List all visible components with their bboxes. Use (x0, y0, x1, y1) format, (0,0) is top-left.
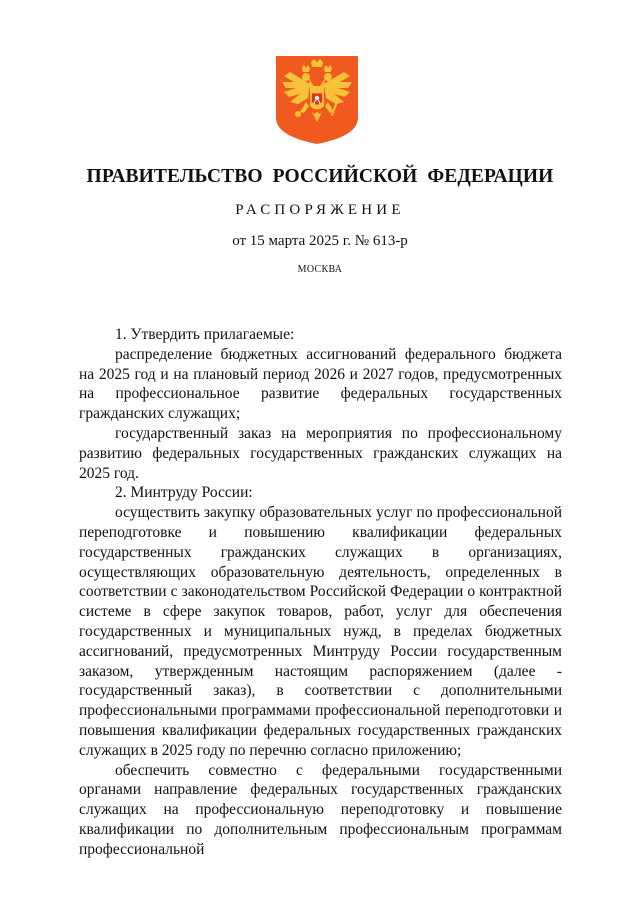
paragraph: обеспечить совместно с федеральными государственными органами направление федеральных государственных гражданских служащих на профессиональную переподготовку и повышение квалификации по дополнительным профессиональным программам профессиональной (79, 761, 562, 858)
paragraph: 1. Утвердить прилагаемые: (115, 326, 295, 343)
paragraph: распределение бюджетных ассигнований федерального бюджета на 2025 год и на плановый период 2026 и 2027 годов, предусмотренных на профессиональное развитие федеральных государственных гражданских служащих; (79, 345, 562, 423)
document-date-number: от 15 марта 2025 г. № 613-р (232, 233, 408, 249)
document-body (79, 325, 562, 860)
government-title: ПРАВИТЕЛЬСТВО РОССИЙСКОЙ ФЕДЕРАЦИИ (86, 166, 554, 187)
paragraph: государственный заказ на мероприятия по профессиональному развитию федеральных государственных гражданских служащих на 2025 год. (79, 424, 562, 482)
paragraph: осуществить закупку образовательных услуг по профессиональной переподготовке и повышению квалификации федеральных государственных гражданских служащих в организациях, осуществляющих образовательную деятельность, определенных в соответствии с законодательством Российской Федерации о контрактной системе в сфере закупок товаров, работ, услуг для обеспечения государственных и муниципальных нужд, в пределах бюджетных ассигнований, предусмотренных Минтруду России государственным заказом, утвержденным настоящим распоряжением (далее - государственный заказ), в соответствии с дополнительными профессиональными программами профессиональной переподготовки и повышения квалификации федеральных государственных гражданских служащих в 2025 году по перечню согласно приложению; (79, 504, 562, 759)
russian-coat-of-arms-icon (276, 56, 358, 144)
city-name: МОСКВА (297, 264, 343, 275)
paragraph: 2. Минтруду России: (115, 484, 253, 502)
document-type: РАСПОРЯЖЕНИЕ (235, 202, 405, 218)
